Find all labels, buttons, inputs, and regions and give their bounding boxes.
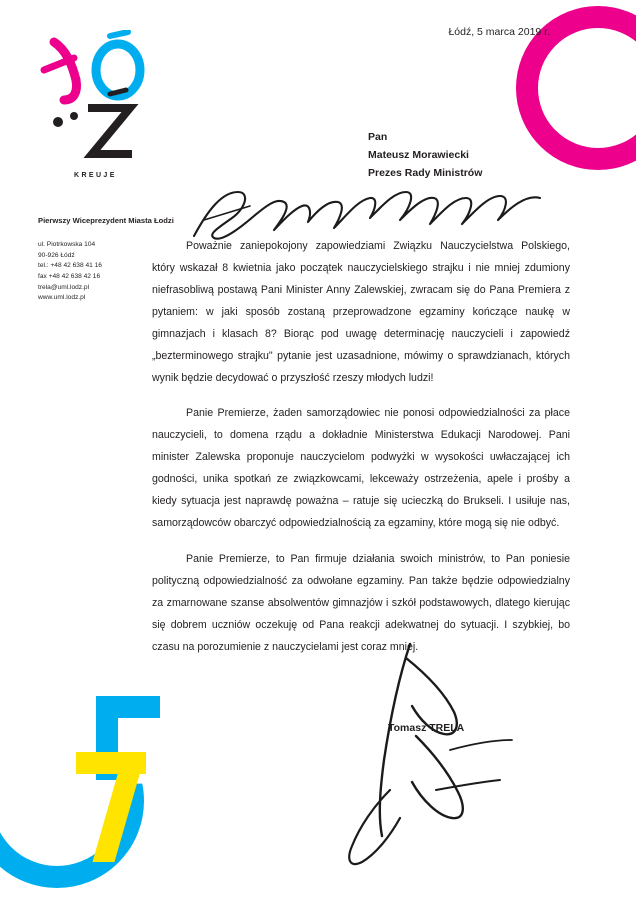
cyan-arc-decoration	[0, 714, 144, 888]
body-paragraph-2: Panie Premierze, żaden samorządowiec nie ponosi odpowiedzialności za płace nauczycieli, to domena rządu a dokładnie Ministerstwa Edukacji Narodowej. Pani minister Zalewska proponuje nauczycielom podwyżki w wysokości uwłaczającej ich godności, unika spotkań ze związkowcami, lekceważy ostrzeżenia, apele i prośby a kiedy sytuacja jest naprawdę poważna – ratuje się ucieczką do Brukseli. I usiłuje nas, samorządowców obarczyć odpowiedzialnością za egzaminy, które mogą się nie odbyć.	[152, 407, 570, 530]
body-paragraph-1: Poważnie zaniepokojony zapowiedziami Związku Nauczycielstwa Polskiego, który wskazał 8 kwietnia jako początek nauczycielskiego strajku i nie mniej zdumiony niefrasobliwą postawą Pani Minister Anny Zalewskiej, zwracam się do Pana Premiera z pytaniem: w jaki sposób zostaną przeprowadzone egzaminy kończące naukę w gimnazjach i klasach 8? Biorąc pod uwagę determinację nauczycieli i zapowiedź „bezterminowego strajku" pytanie jest uzasadnione, mówimy o sprawdzianach, których wynik będzie decydować o przyszłość rzeszy młodych ludzi!	[152, 240, 570, 384]
cyan-bar-decoration	[96, 710, 118, 780]
sender-contact-block	[38, 240, 102, 304]
addressee-block	[368, 128, 482, 182]
signature-name: Tomasz TRELA	[388, 722, 465, 734]
sender-phone: tel.: +48 42 638 41 16	[38, 262, 102, 270]
sender-website: www.uml.lodz.pl	[38, 294, 86, 302]
sender-email: trela@uml.lodz.pl	[38, 283, 90, 291]
sender-address-street: ul. Piotrkowska 104	[38, 241, 96, 248]
addressee-line-1: Pan	[368, 131, 388, 143]
logo-icon	[36, 30, 156, 180]
document-date: Łódź, 5 marca 2019 r.	[448, 26, 550, 38]
lodz-kreuje-logo	[36, 30, 156, 180]
body-paragraph-3: Panie Premierze, to Pan firmuje działania swoich ministrów, to Pan poniesie polityczną odpowiedzialność za odwołane egzaminy. Pan także będzie odpowiedzialny za zmarnowane szanse absolwentów gimnazjów i szkół podstawowych, dlatego kierując się dobrem uczniów oczekuję od Pana reakcji adekwatnej do sytuacji. I szybkiej, bo czasu na porozumienie z nauczycielami jest coraz mniej.	[152, 552, 570, 653]
sender-address-city: 90-926 Łódź	[38, 251, 75, 259]
handwritten-signature	[320, 640, 560, 870]
logo-wordmark: KREUJE	[74, 172, 117, 179]
addressee-line-3: Prezes Rady Ministrów	[368, 167, 483, 180]
sender-fax: fax +48 42 638 42 16	[38, 273, 101, 281]
yellow-shape-decoration	[76, 752, 166, 872]
letter-body	[152, 236, 570, 673]
addressee-line-2: Mateusz Morawiecki	[368, 149, 469, 162]
sender-title: Pierwszy Wiceprezydent Miasta Łodzi	[38, 216, 174, 225]
cyan-bar-top-decoration	[96, 696, 160, 718]
